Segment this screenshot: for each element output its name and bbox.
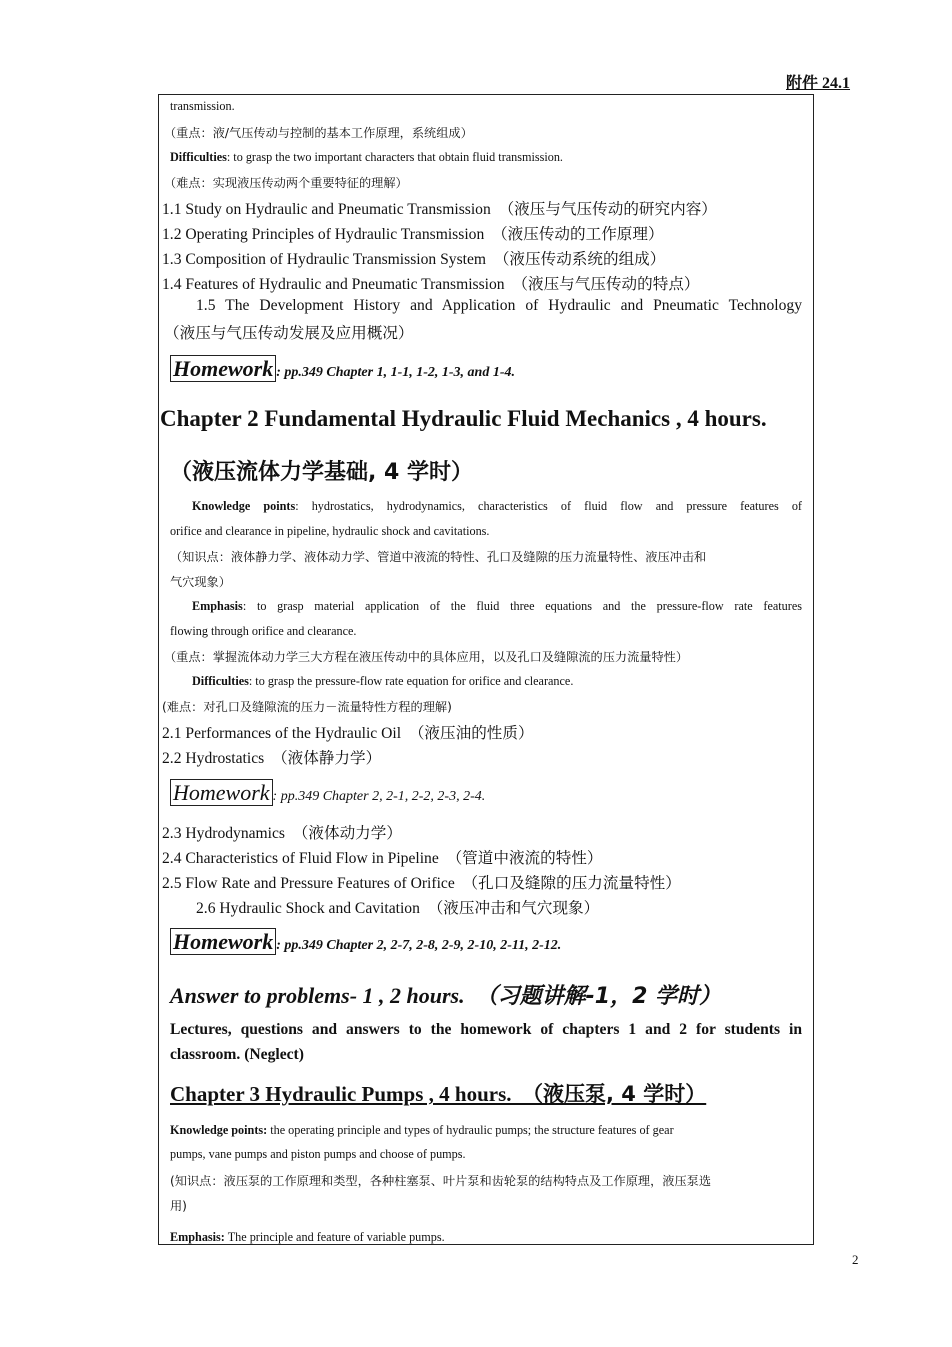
section-title-cn: （管道中液流的特性） bbox=[446, 849, 603, 867]
chapter3-title-en: Chapter 3 Hydraulic Pumps , 4 hours. bbox=[170, 1082, 512, 1106]
section-1-1 bbox=[162, 197, 717, 219]
section-2-5 bbox=[162, 871, 681, 893]
section-title-cn: （液压传动的工作原理） bbox=[492, 225, 664, 243]
homework-label: Homework bbox=[170, 928, 276, 955]
ch3-knowledge-cn2: 用) bbox=[170, 1199, 187, 1213]
ch1-difficulties bbox=[170, 150, 563, 165]
section-2-3 bbox=[162, 821, 402, 843]
chapter2-title-cn: （液压流体力学基础, 4 学时） bbox=[170, 460, 473, 485]
emphasis-text: The principle and feature of variable pumps. bbox=[224, 1230, 445, 1244]
section-2-2 bbox=[162, 746, 381, 768]
ch1-emphasis-cn: （重点：液/气压传动与控制的基本工作原理，系统组成） bbox=[164, 126, 473, 140]
section-1-5: 1.5 The Development History and Application of Hydraulic and Pneumatic Technology bbox=[196, 297, 802, 314]
section-title-cn: （孔口及缝隙的压力流量特性） bbox=[462, 874, 681, 892]
ch3-knowledge-line2: pumps, vane pumps and piston pumps and choose of pumps. bbox=[170, 1147, 466, 1161]
chapter3-title bbox=[170, 1078, 706, 1108]
ch3-emphasis bbox=[170, 1230, 445, 1245]
ch2-difficulties-cn: (难点：对孔口及缝隙流的压力－流量特性方程的理解) bbox=[162, 700, 452, 714]
section-2-6 bbox=[196, 896, 599, 918]
ch2-knowledge-cn2: 气穴现象） bbox=[170, 575, 231, 589]
section-title: 2.2 Hydrostatics bbox=[162, 750, 265, 767]
section-1-2 bbox=[162, 222, 664, 244]
knowledge-text: the operating principle and types of hydraulic pumps; the structure features of gear bbox=[267, 1123, 674, 1137]
knowledge-label: Knowledge points: bbox=[170, 1123, 268, 1137]
annex-label: 附件 24.1 bbox=[786, 75, 851, 92]
section-title: 1.1 Study on Hydraulic and Pneumatic Transmission bbox=[162, 201, 491, 218]
homework-text: : pp.349 Chapter 1, 1-1, 1-2, 1-3, and 1-4. bbox=[276, 365, 516, 380]
ch2-difficulties bbox=[192, 674, 573, 689]
section-title: 1.2 Operating Principles of Hydraulic Transmission bbox=[162, 226, 485, 243]
emphasis-text: : to grasp material application of the fluid three equations and the pressure-flow rate features bbox=[242, 599, 802, 613]
ch1-homework bbox=[170, 356, 515, 382]
section-title-cn: （液压冲击和气穴现象） bbox=[427, 899, 600, 917]
knowledge-label: Knowledge points bbox=[192, 499, 296, 513]
difficulties-label: Difficulties bbox=[192, 674, 249, 688]
difficulties-text: : to grasp the two important characters that obtain fluid transmission. bbox=[226, 150, 563, 164]
ch3-knowledge-cn1: (知识点：液压泵的工作原理和类型，各种柱塞泵、叶片泵和齿轮泵的结构特点及工作原理，液压泵选 bbox=[170, 1174, 712, 1188]
ch1-difficulties-cn: （难点：实现液压传动两个重要特征的理解） bbox=[164, 176, 408, 190]
page-number: 2 bbox=[852, 1252, 859, 1267]
section-title: 2.4 Characteristics of Fluid Flow in Pipeline bbox=[162, 850, 439, 867]
chapter2-title: Chapter 2 Fundamental Hydraulic Fluid Mechanics , 4 hours. bbox=[160, 406, 767, 431]
homework-label: Homework bbox=[170, 779, 273, 806]
homework-text: : pp.349 Chapter 2, 2-1, 2-2, 2-3, 2-4. bbox=[272, 789, 486, 804]
section-2-4 bbox=[162, 846, 603, 868]
section-2-1 bbox=[162, 721, 534, 743]
section-title-cn: （液压传动系统的组成） bbox=[493, 250, 666, 268]
section-title-cn: （液体静力学） bbox=[272, 749, 382, 767]
ch2-homework-2 bbox=[170, 929, 561, 955]
homework-text: : pp.349 Chapter 2, 2-7, 2-8, 2-9, 2-10, 2-11, 2-12. bbox=[276, 938, 562, 953]
ch2-emphasis-cn: （重点：掌握流体动力学三大方程在液压传动中的具体应用，以及孔口及缝隙流的压力流量特性） bbox=[164, 650, 689, 664]
section-1-3 bbox=[162, 247, 665, 269]
section-title: 2.1 Performances of the Hydraulic Oil bbox=[162, 725, 402, 742]
emphasis-label: Emphasis bbox=[192, 599, 243, 613]
difficulties-text: : to grasp the pressure-flow rate equation for orifice and clearance. bbox=[248, 674, 574, 688]
section-title: 2.3 Hydrodynamics bbox=[162, 825, 285, 842]
section-title: 1.4 Features of Hydraulic and Pneumatic Transmission bbox=[162, 276, 505, 293]
answers-text-line1: Lectures, questions and answers to the homework of chapters 1 and 2 for students in bbox=[170, 1021, 802, 1038]
answers-title-en: Answer to problems- 1 , 2 hours. bbox=[170, 983, 465, 1008]
knowledge-text: : hydrostatics, hydrodynamics, characteristics of fluid flow and pressure features of bbox=[295, 499, 802, 513]
homework-label: Homework bbox=[170, 355, 276, 382]
ch2-emphasis-line2: flowing through orifice and clearance. bbox=[170, 624, 357, 638]
answers-title bbox=[170, 979, 721, 1010]
section-title-cn: （液压与气压传动的特点） bbox=[512, 275, 700, 293]
section-1-4 bbox=[162, 272, 700, 294]
ch2-knowledge-line1 bbox=[192, 499, 802, 514]
section-title-cn: （液压油的性质） bbox=[408, 724, 534, 742]
ch2-emphasis-line1 bbox=[192, 599, 802, 614]
section-title: 2.6 Hydraulic Shock and Cavitation bbox=[196, 900, 420, 917]
chapter3-title-cn: （液压泵, 4 学时） bbox=[522, 1082, 707, 1106]
ch3-knowledge-line1 bbox=[170, 1123, 674, 1138]
section-title: 2.5 Flow Rate and Pressure Features of Orifice bbox=[162, 875, 455, 892]
section-title-cn: （液体动力学） bbox=[292, 824, 402, 842]
ch2-knowledge-line2: orifice and clearance in pipeline, hydraulic shock and cavitations. bbox=[170, 524, 490, 538]
section-1-5-cn: （液压与气压传动发展及应用概况） bbox=[164, 324, 414, 342]
transmission-line: transmission. bbox=[170, 99, 235, 113]
section-title: 1.3 Composition of Hydraulic Transmission System bbox=[162, 251, 487, 268]
difficulties-label: Difficulties bbox=[170, 150, 227, 164]
section-title-cn: （液压与气压传动的研究内容） bbox=[498, 200, 717, 218]
answers-text-line2: classroom. (Neglect) bbox=[170, 1046, 304, 1063]
ch2-knowledge-cn1: （知识点：液体静力学、液体动力学、管道中液流的特性、孔口及缝隙的压力流量特性、液压冲击和 bbox=[170, 550, 707, 564]
ch2-homework-1 bbox=[170, 780, 485, 806]
emphasis-label: Emphasis: bbox=[170, 1230, 225, 1244]
answers-title-cn: （习题讲解-1，2 学时） bbox=[475, 984, 722, 1009]
